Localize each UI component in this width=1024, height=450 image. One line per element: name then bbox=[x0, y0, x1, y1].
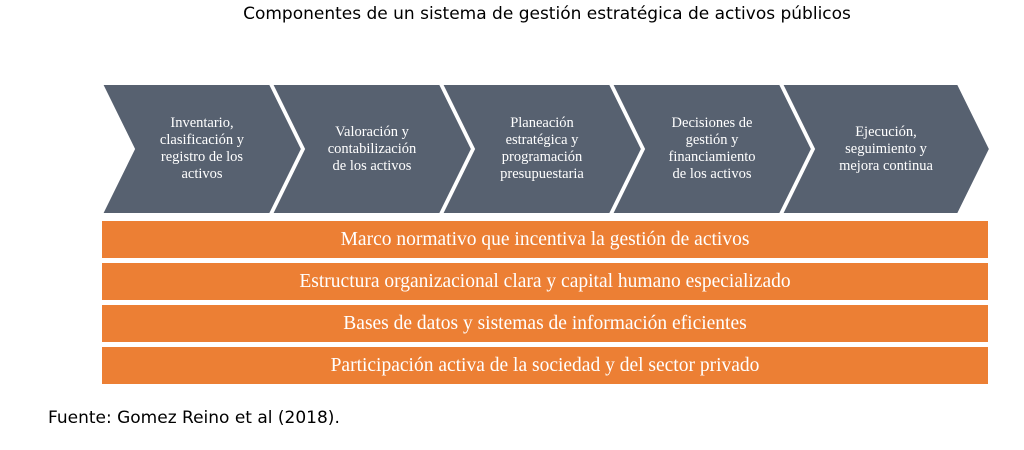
chevron-step-1-label: Inventario, clasificación y registro de los activos bbox=[159, 115, 245, 182]
foundation-bar-2: Estructura organizacional clara y capital humano especializado bbox=[102, 263, 988, 300]
foundation-bar-3: Bases de datos y sistemas de información eficientes bbox=[102, 305, 988, 342]
process-chevron-row bbox=[102, 84, 990, 214]
chevron-step-5-label: Ejecución, seguimiento y mejora continua bbox=[839, 123, 933, 174]
foundation-bar-1: Marco normativo que incentiva la gestión de activos bbox=[102, 221, 988, 258]
chevron-step-4-label: Decisiones de gestión y financiamiento de los activos bbox=[668, 115, 756, 182]
foundation-bars bbox=[102, 221, 988, 389]
chevron-step-2-label: Valoración y contabilización de los activos bbox=[327, 123, 417, 174]
source-caption: Fuente: Gomez Reino et al (2018). bbox=[48, 408, 340, 428]
foundation-bar-4: Participación activa de la sociedad y del sector privado bbox=[102, 347, 988, 384]
chevron-step-3-label: Planeación estratégica y programación presupuestaria bbox=[500, 115, 584, 182]
diagram-title: Componentes de un sistema de gestión estratégica de activos públicos bbox=[243, 4, 851, 24]
